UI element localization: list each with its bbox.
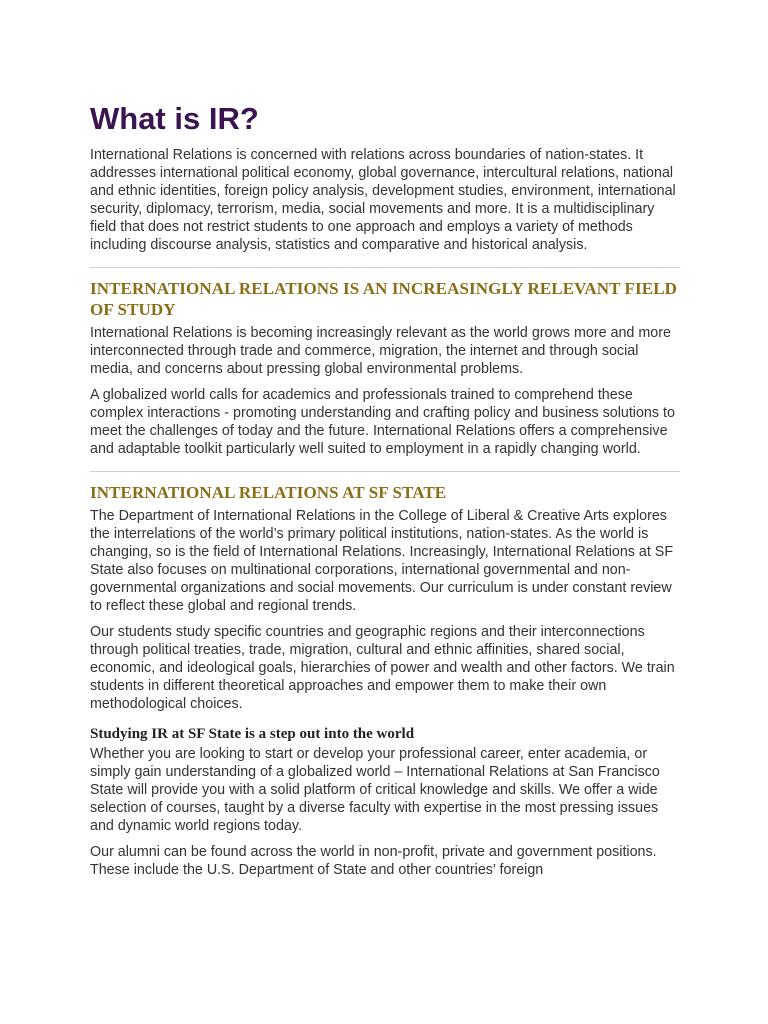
sf-state-paragraph-2: Our students study specific countries and geographic regions and their interconnections through political treaties, trade, migration, cultural and ethnic affinities, shared social, economic, and ideological goals, hierarchies of power and wealth and other factors. We train students in different theoretical approaches and empower them to make their own methodological choices.	[90, 624, 675, 712]
section-heading-relevance: INTERNATIONAL RELATIONS IS AN INCREASINGLY RELEVANT FIELD OF STUDY	[90, 279, 678, 319]
relevance-paragraph-1: International Relations is becoming increasingly relevant as the world grows more and more interconnected through trade and commerce, migration, the internet and through social media, and concerns about pressing global environmental problems.	[90, 325, 671, 377]
document-page	[90, 100, 680, 887]
section-divider	[90, 471, 680, 472]
intro-paragraph: International Relations is concerned with relations across boundaries of nation-states. It addresses international political economy, global governance, intercultural relations, national and ethnic identities, foreign policy analysis, development studies, environment, international security, diplomacy, terrorism, media, social movements and more. It is a multidisciplinary field that does not restrict students to one approach and employs a variety of methods including discourse analysis, statistics and comparative and historical analysis.	[90, 147, 676, 253]
relevance-paragraph-2: A globalized world calls for academics and professionals trained to comprehend these complex interactions - promoting understanding and crafting policy and business solutions to meet the challenges of today and the future. International Relations offers a comprehensive and adaptable toolkit particularly well suited to employment in a rapidly changing world.	[90, 387, 675, 457]
sf-state-paragraph-4: Our alumni can be found across the world in non-profit, private and government positions. These include the U.S. Department of State and other countries’ foreign	[90, 844, 657, 878]
page-title: What is IR?	[90, 101, 259, 136]
section-heading-sf-state: INTERNATIONAL RELATIONS AT SF STATE	[90, 483, 447, 502]
sf-state-paragraph-1: The Department of International Relations in the College of Liberal & Creative Arts explores the interrelations of the world’s primary political institutions, nation-states. As the world is changing, so is the field of International Relations. Increasingly, International Relations at SF State also focuses on multinational corporations, international governmental and non-governmental organizations and social movements. Our curriculum is under constant review to reflect these global and regional trends.	[90, 508, 674, 614]
sf-state-paragraph-3: Whether you are looking to start or develop your professional career, enter academia, or simply gain understanding of a globalized world – International Relations at San Francisco State will provide you with a solid platform of critical knowledge and skills. We offer a wide selection of courses, taught by a diverse faculty with expertise in the most pressing issues and dynamic world regions today.	[90, 746, 660, 834]
section-divider	[90, 267, 680, 268]
subheading-step-out: Studying IR at SF State is a step out into the world	[90, 726, 415, 742]
